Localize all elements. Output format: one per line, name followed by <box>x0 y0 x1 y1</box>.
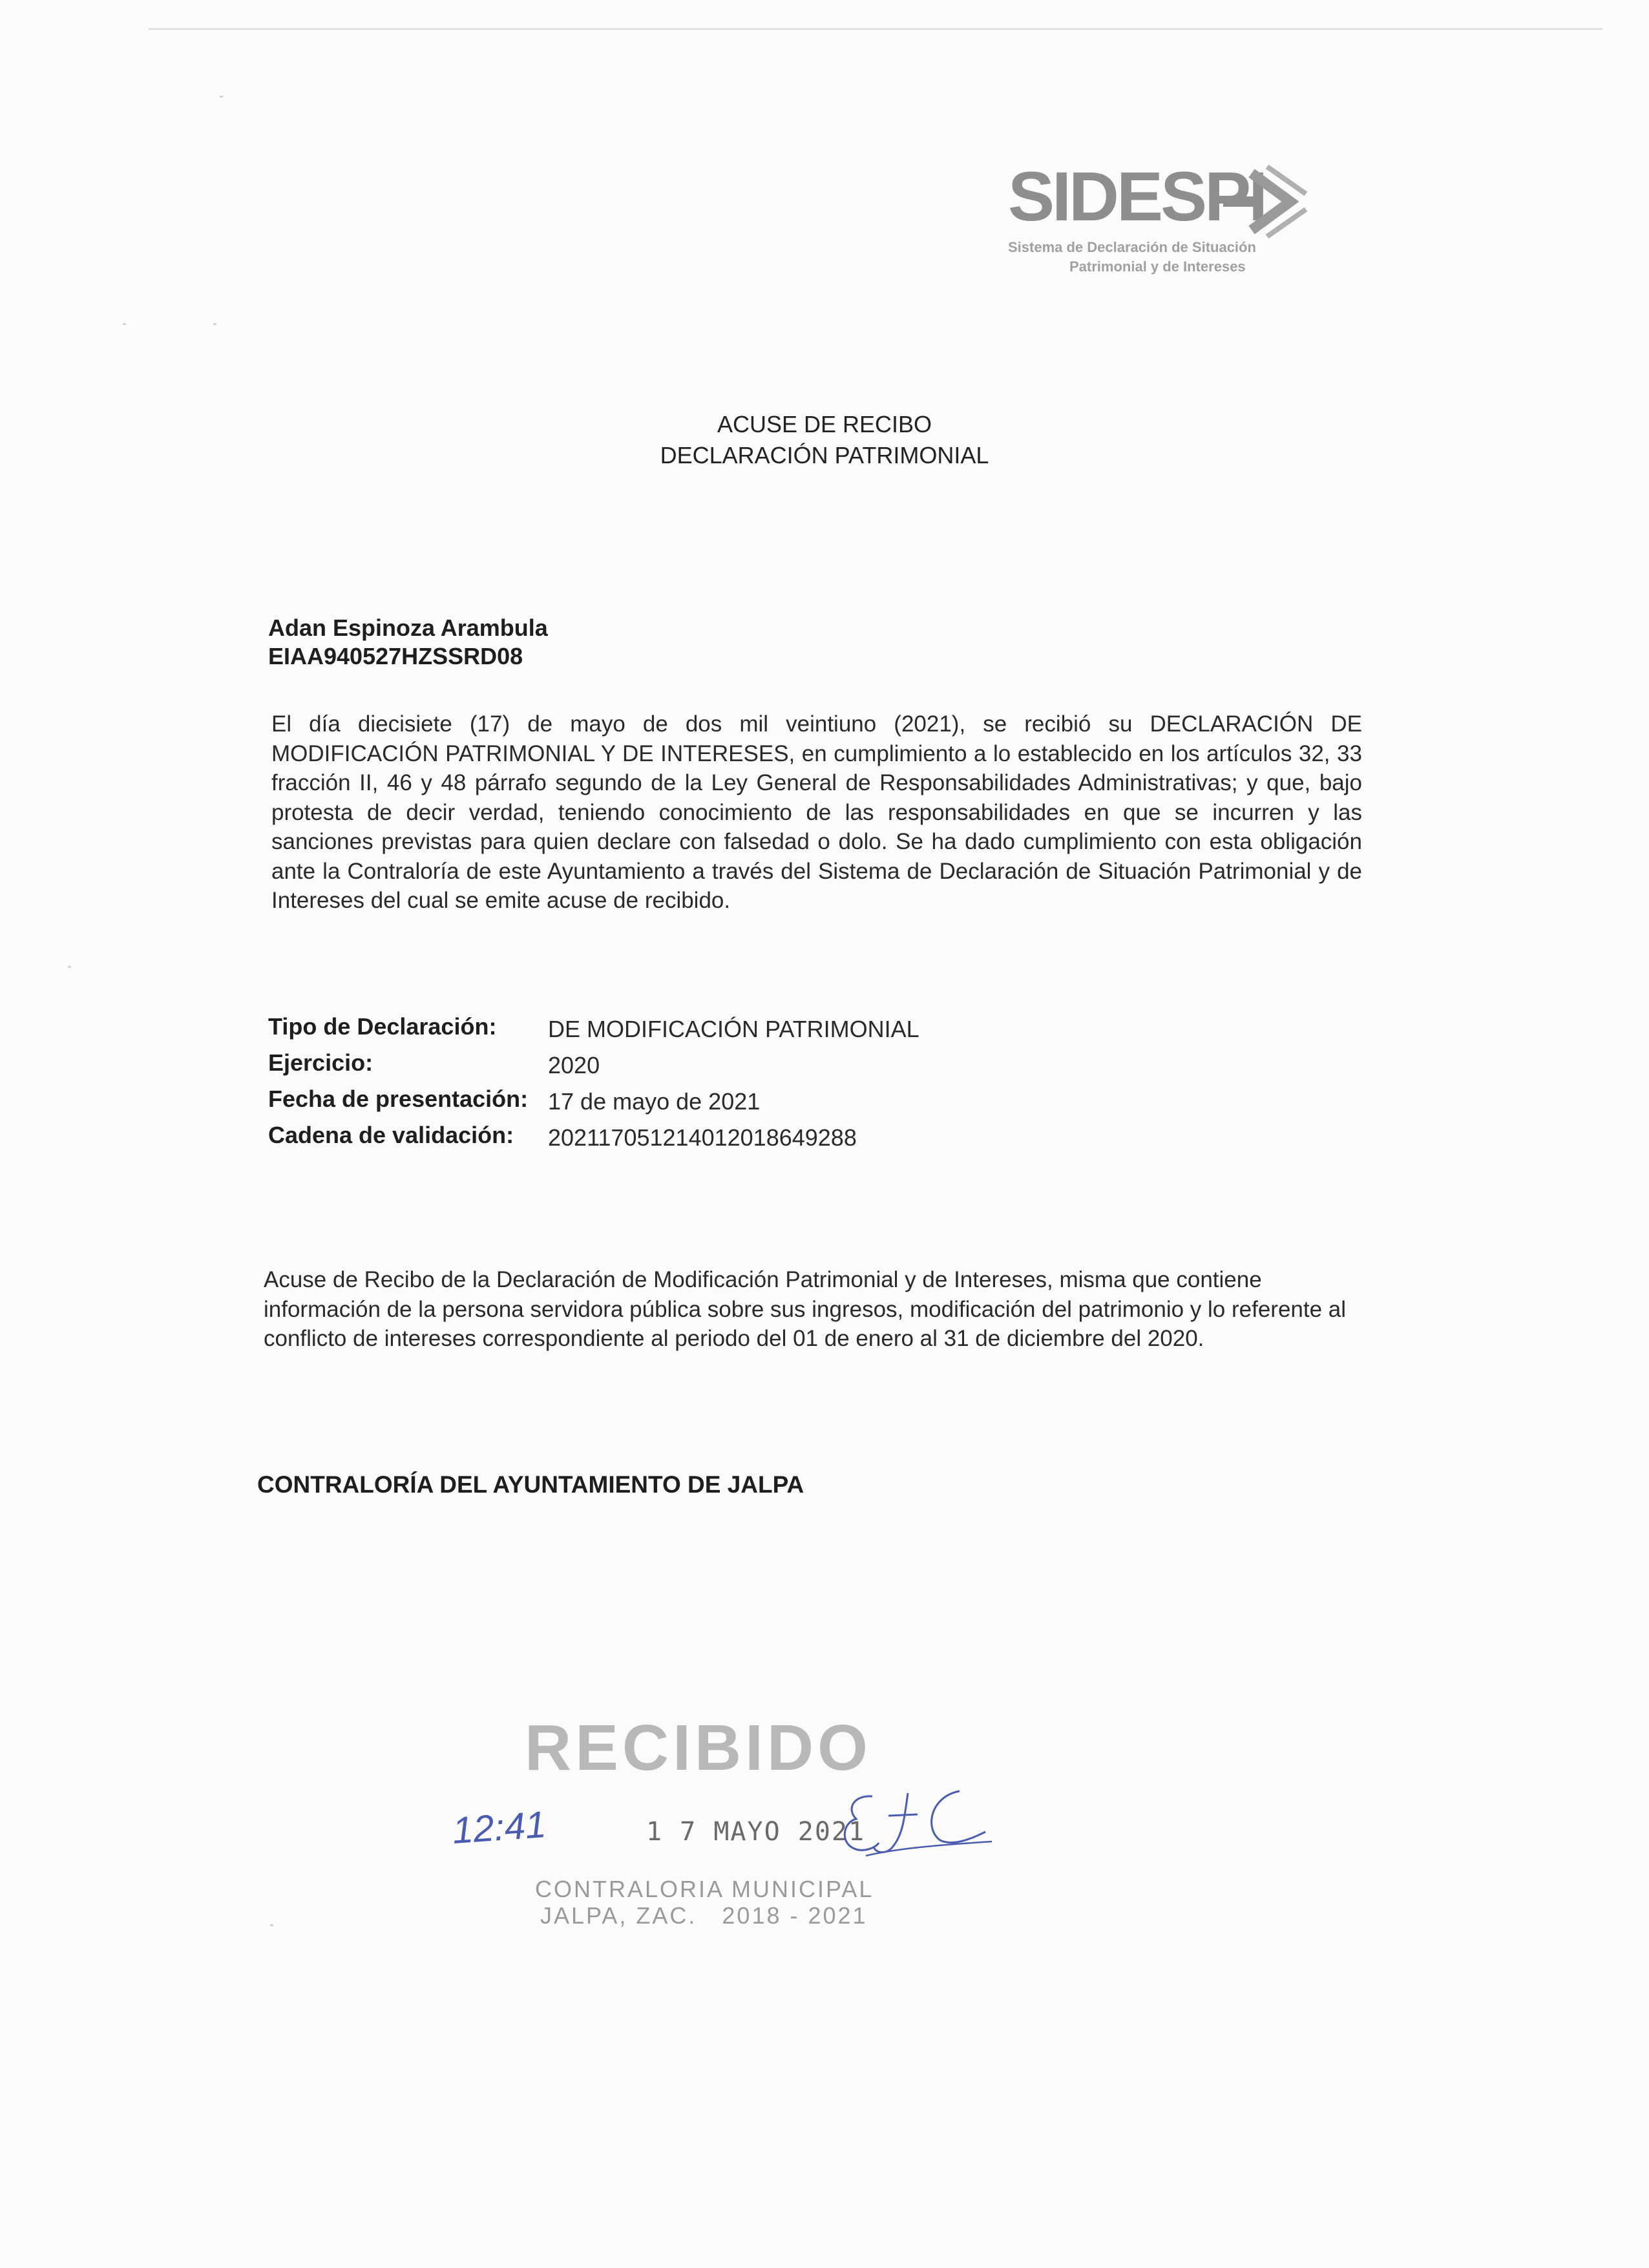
arrow-icon <box>1218 162 1308 239</box>
summary-paragraph: Acuse de Recibo de la Declaración de Modificación Patrimonial y de Intereses, misma que contiene información de la persona servidora pública sobre sus ingresos, modificación del patrimonio y lo referente al conflicto de intereses correspondiente al periodo del 01 de enero al 31 de diciembre del 2020. <box>264 1267 1347 1351</box>
handwritten-initials-signature <box>827 1783 995 1867</box>
handwritten-time: 12:41 <box>450 1803 548 1852</box>
detail-label: Cadena de validación: <box>268 1122 514 1148</box>
received-stamp-title: RECIBIDO <box>525 1712 872 1784</box>
scan-speck <box>270 1924 273 1926</box>
stamp-date: 1 7 MAYO 2021 <box>646 1817 866 1847</box>
recipient-rfc: EIAA940527HZSSRD08 <box>268 643 523 669</box>
stamp-office-line2: JALPA, ZAC. 2018 - 2021 <box>540 1902 868 1929</box>
body-paragraph: El día diecisiete (17) de mayo de dos mil veintiuno (2021), se recibió su DECLARACIÓN DE MODIFICACIÓN PATRIMONIAL Y DE INTERESES, en cumplimiento a lo establecido en los artículos 32, 33 fracción II, 46 y 48 párrafo segundo de la Ley General de Responsabilidades Administrativas; y que, bajo protesta de decir verdad, teniendo conocimiento de las responsabilidades en que se incurren y las sanciones previstas para quien declare con falsedad o dolo. Se ha dado cumplimiento con esta obligación ante la Contraloría de este Ayuntamiento a través del Sistema de Declaración de Situación Patrimonial y de Intereses del cual se emite acuse de recibido. <box>271 711 1362 913</box>
issuer-name: CONTRALORÍA DEL AYUNTAMIENTO DE JALPA <box>257 1471 804 1498</box>
stamp-office-line1: CONTRALORIA MUNICIPAL <box>535 1876 874 1902</box>
logo-wordmark: SIDESPI <box>1008 157 1266 235</box>
detail-label: Tipo de Declaración: <box>268 1013 497 1040</box>
scan-speck <box>68 966 71 968</box>
detail-value: 17 de mayo de 2021 <box>548 1088 761 1115</box>
scan-speck <box>123 323 126 325</box>
logo-subtitle-line1: Sistema de Declaración de Situación <box>1008 239 1256 255</box>
logo-subtitle-line2: Patrimonial y de Intereses <box>1069 258 1246 275</box>
detail-label: Fecha de presentación: <box>268 1086 529 1112</box>
scan-speck <box>213 323 216 325</box>
detail-label: Ejercicio: <box>268 1049 373 1076</box>
scan-top-edge <box>149 28 1602 30</box>
document-subtitle: DECLARACIÓN PATRIMONIAL <box>660 442 989 468</box>
scan-speck <box>220 96 223 98</box>
detail-value: 20211705121401201864928​8 <box>548 1124 857 1151</box>
recipient-name: Adan Espinoza Arambula <box>268 614 548 641</box>
document-title: ACUSE DE RECIBO <box>717 411 932 437</box>
detail-value: 2020 <box>548 1052 600 1078</box>
detail-value: DE MODIFICACIÓN PATRIMONIAL <box>548 1016 919 1042</box>
sidespi-logo <box>1008 157 1370 284</box>
